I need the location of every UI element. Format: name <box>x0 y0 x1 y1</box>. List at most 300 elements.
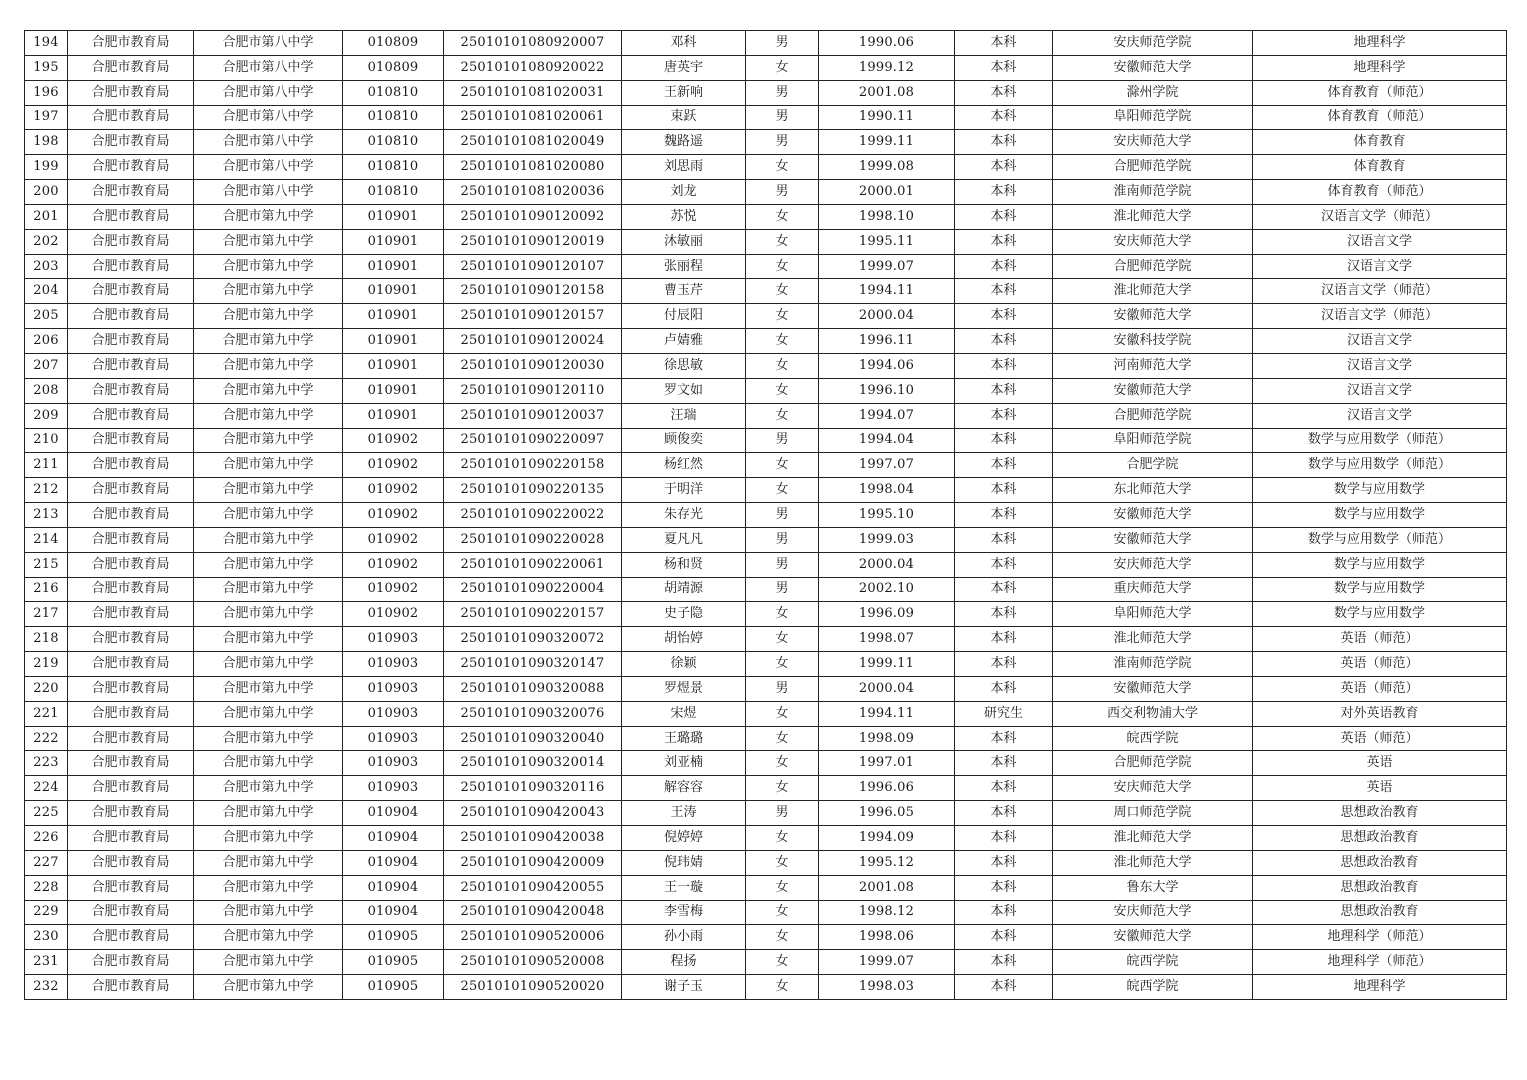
bureau-cell: 合肥市教育局 <box>68 204 194 229</box>
birth-date-cell: 2000.04 <box>819 304 955 329</box>
table-row <box>25 80 1507 105</box>
name-cell: 苏悦 <box>622 204 746 229</box>
university-cell: 滁州学院 <box>1053 80 1253 105</box>
table-row <box>25 229 1507 254</box>
row-number-cell: 220 <box>25 676 68 701</box>
bureau-cell: 合肥市教育局 <box>68 378 194 403</box>
bureau-cell: 合肥市教育局 <box>68 826 194 851</box>
row-number-cell: 214 <box>25 527 68 552</box>
name-cell: 刘思雨 <box>622 155 746 180</box>
bureau-cell: 合肥市教育局 <box>68 726 194 751</box>
birth-date-cell: 1996.09 <box>819 602 955 627</box>
school-cell: 合肥市第八中学 <box>194 180 343 205</box>
gender-cell: 女 <box>746 378 819 403</box>
school-cell: 合肥市第九中学 <box>194 552 343 577</box>
university-cell: 安庆师范大学 <box>1053 900 1253 925</box>
school-cell: 合肥市第九中学 <box>194 627 343 652</box>
post-code-cell: 010903 <box>343 726 444 751</box>
name-cell: 王一璇 <box>622 875 746 900</box>
row-number-cell: 198 <box>25 130 68 155</box>
degree-cell: 本科 <box>955 527 1053 552</box>
degree-cell: 本科 <box>955 428 1053 453</box>
birth-date-cell: 2002.10 <box>819 577 955 602</box>
name-cell: 魏路遥 <box>622 130 746 155</box>
gender-cell: 女 <box>746 776 819 801</box>
post-code-cell: 010810 <box>343 80 444 105</box>
exam-number-cell: 25010101090320014 <box>444 751 622 776</box>
row-number-cell: 206 <box>25 329 68 354</box>
major-cell: 英语（师范） <box>1253 627 1507 652</box>
birth-date-cell: 1990.11 <box>819 105 955 130</box>
name-cell: 束跃 <box>622 105 746 130</box>
post-code-cell: 010902 <box>343 527 444 552</box>
school-cell: 合肥市第九中学 <box>194 304 343 329</box>
major-cell: 思想政治教育 <box>1253 801 1507 826</box>
degree-cell: 本科 <box>955 31 1053 56</box>
degree-cell: 本科 <box>955 105 1053 130</box>
degree-cell: 本科 <box>955 850 1053 875</box>
university-cell: 淮北师范大学 <box>1053 279 1253 304</box>
degree-cell: 本科 <box>955 751 1053 776</box>
exam-number-cell: 25010101090220157 <box>444 602 622 627</box>
major-cell: 英语 <box>1253 751 1507 776</box>
exam-number-cell: 25010101090420055 <box>444 875 622 900</box>
bureau-cell: 合肥市教育局 <box>68 353 194 378</box>
table-row <box>25 353 1507 378</box>
bureau-cell: 合肥市教育局 <box>68 105 194 130</box>
gender-cell: 男 <box>746 503 819 528</box>
gender-cell: 男 <box>746 577 819 602</box>
exam-number-cell: 25010101081020049 <box>444 130 622 155</box>
table-row <box>25 577 1507 602</box>
school-cell: 合肥市第九中学 <box>194 453 343 478</box>
name-cell: 胡怡婷 <box>622 627 746 652</box>
major-cell: 体育教育 <box>1253 155 1507 180</box>
degree-cell: 本科 <box>955 676 1053 701</box>
table-row <box>25 627 1507 652</box>
exam-number-cell: 25010101090220061 <box>444 552 622 577</box>
gender-cell: 女 <box>746 204 819 229</box>
major-cell: 汉语言文学（师范） <box>1253 279 1507 304</box>
degree-cell: 本科 <box>955 155 1053 180</box>
table-row <box>25 55 1507 80</box>
university-cell: 重庆师范大学 <box>1053 577 1253 602</box>
bureau-cell: 合肥市教育局 <box>68 875 194 900</box>
university-cell: 安徽师范大学 <box>1053 503 1253 528</box>
name-cell: 谢子玉 <box>622 975 746 1000</box>
exam-number-cell: 25010101090520008 <box>444 950 622 975</box>
table-row <box>25 378 1507 403</box>
row-number-cell: 213 <box>25 503 68 528</box>
row-number-cell: 202 <box>25 229 68 254</box>
major-cell: 地理科学 <box>1253 31 1507 56</box>
table-row <box>25 676 1507 701</box>
degree-cell: 本科 <box>955 801 1053 826</box>
degree-cell: 本科 <box>955 254 1053 279</box>
degree-cell: 本科 <box>955 130 1053 155</box>
name-cell: 顾俊奕 <box>622 428 746 453</box>
school-cell: 合肥市第九中学 <box>194 776 343 801</box>
exam-number-cell: 25010101090420048 <box>444 900 622 925</box>
table-row <box>25 726 1507 751</box>
post-code-cell: 010901 <box>343 204 444 229</box>
name-cell: 刘龙 <box>622 180 746 205</box>
post-code-cell: 010904 <box>343 801 444 826</box>
major-cell: 英语（师范） <box>1253 652 1507 677</box>
school-cell: 合肥市第八中学 <box>194 55 343 80</box>
exam-number-cell: 25010101090420009 <box>444 850 622 875</box>
degree-cell: 本科 <box>955 478 1053 503</box>
birth-date-cell: 1994.11 <box>819 279 955 304</box>
post-code-cell: 010810 <box>343 155 444 180</box>
table-row <box>25 925 1507 950</box>
degree-cell: 本科 <box>955 900 1053 925</box>
name-cell: 唐英宇 <box>622 55 746 80</box>
name-cell: 王涛 <box>622 801 746 826</box>
post-code-cell: 010905 <box>343 950 444 975</box>
major-cell: 思想政治教育 <box>1253 826 1507 851</box>
birth-date-cell: 1998.07 <box>819 627 955 652</box>
university-cell: 淮北师范大学 <box>1053 204 1253 229</box>
table-row <box>25 950 1507 975</box>
gender-cell: 女 <box>746 304 819 329</box>
major-cell: 体育教育（师范） <box>1253 80 1507 105</box>
major-cell: 英语（师范） <box>1253 676 1507 701</box>
bureau-cell: 合肥市教育局 <box>68 751 194 776</box>
table-row <box>25 875 1507 900</box>
post-code-cell: 010902 <box>343 503 444 528</box>
bureau-cell: 合肥市教育局 <box>68 55 194 80</box>
row-number-cell: 211 <box>25 453 68 478</box>
bureau-cell: 合肥市教育局 <box>68 527 194 552</box>
post-code-cell: 010901 <box>343 304 444 329</box>
row-number-cell: 194 <box>25 31 68 56</box>
gender-cell: 女 <box>746 329 819 354</box>
birth-date-cell: 1999.07 <box>819 254 955 279</box>
table-row <box>25 453 1507 478</box>
candidate-table <box>24 30 1507 1000</box>
birth-date-cell: 1998.06 <box>819 925 955 950</box>
school-cell: 合肥市第九中学 <box>194 900 343 925</box>
post-code-cell: 010903 <box>343 627 444 652</box>
birth-date-cell: 1994.04 <box>819 428 955 453</box>
exam-number-cell: 25010101081020036 <box>444 180 622 205</box>
school-cell: 合肥市第八中学 <box>194 155 343 180</box>
bureau-cell: 合肥市教育局 <box>68 403 194 428</box>
gender-cell: 女 <box>746 353 819 378</box>
school-cell: 合肥市第九中学 <box>194 925 343 950</box>
name-cell: 沐敏丽 <box>622 229 746 254</box>
exam-number-cell: 25010101090320072 <box>444 627 622 652</box>
gender-cell: 女 <box>746 975 819 1000</box>
exam-number-cell: 25010101090120092 <box>444 204 622 229</box>
exam-number-cell: 25010101090120157 <box>444 304 622 329</box>
row-number-cell: 231 <box>25 950 68 975</box>
major-cell: 数学与应用数学（师范） <box>1253 527 1507 552</box>
school-cell: 合肥市第九中学 <box>194 602 343 627</box>
university-cell: 皖西学院 <box>1053 975 1253 1000</box>
university-cell: 阜阳师范学院 <box>1053 428 1253 453</box>
post-code-cell: 010901 <box>343 403 444 428</box>
table-row <box>25 279 1507 304</box>
birth-date-cell: 1999.08 <box>819 155 955 180</box>
gender-cell: 男 <box>746 428 819 453</box>
school-cell: 合肥市第八中学 <box>194 130 343 155</box>
birth-date-cell: 1996.06 <box>819 776 955 801</box>
university-cell: 周口师范学院 <box>1053 801 1253 826</box>
degree-cell: 本科 <box>955 353 1053 378</box>
bureau-cell: 合肥市教育局 <box>68 900 194 925</box>
bureau-cell: 合肥市教育局 <box>68 925 194 950</box>
candidate-roster-page <box>24 30 1506 1000</box>
bureau-cell: 合肥市教育局 <box>68 627 194 652</box>
name-cell: 王新响 <box>622 80 746 105</box>
major-cell: 数学与应用数学 <box>1253 602 1507 627</box>
university-cell: 淮北师范大学 <box>1053 826 1253 851</box>
post-code-cell: 010810 <box>343 130 444 155</box>
birth-date-cell: 2001.08 <box>819 80 955 105</box>
row-number-cell: 218 <box>25 627 68 652</box>
university-cell: 安庆师范大学 <box>1053 552 1253 577</box>
major-cell: 汉语言文学 <box>1253 329 1507 354</box>
exam-number-cell: 25010101081020031 <box>444 80 622 105</box>
bureau-cell: 合肥市教育局 <box>68 676 194 701</box>
name-cell: 孙小雨 <box>622 925 746 950</box>
birth-date-cell: 1994.07 <box>819 403 955 428</box>
row-number-cell: 227 <box>25 850 68 875</box>
degree-cell: 本科 <box>955 304 1053 329</box>
bureau-cell: 合肥市教育局 <box>68 254 194 279</box>
major-cell: 数学与应用数学（师范） <box>1253 428 1507 453</box>
major-cell: 体育教育 <box>1253 130 1507 155</box>
row-number-cell: 203 <box>25 254 68 279</box>
degree-cell: 本科 <box>955 950 1053 975</box>
exam-number-cell: 25010101081020061 <box>444 105 622 130</box>
bureau-cell: 合肥市教育局 <box>68 478 194 503</box>
row-number-cell: 219 <box>25 652 68 677</box>
degree-cell: 本科 <box>955 55 1053 80</box>
university-cell: 安徽师范大学 <box>1053 676 1253 701</box>
major-cell: 汉语言文学 <box>1253 378 1507 403</box>
school-cell: 合肥市第九中学 <box>194 676 343 701</box>
exam-number-cell: 25010101090320116 <box>444 776 622 801</box>
gender-cell: 女 <box>746 900 819 925</box>
major-cell: 汉语言文学 <box>1253 229 1507 254</box>
table-row <box>25 254 1507 279</box>
gender-cell: 女 <box>746 925 819 950</box>
gender-cell: 男 <box>746 105 819 130</box>
bureau-cell: 合肥市教育局 <box>68 155 194 180</box>
university-cell: 安徽科技学院 <box>1053 329 1253 354</box>
post-code-cell: 010902 <box>343 453 444 478</box>
post-code-cell: 010904 <box>343 900 444 925</box>
degree-cell: 本科 <box>955 204 1053 229</box>
major-cell: 对外英语教育 <box>1253 701 1507 726</box>
major-cell: 数学与应用数学 <box>1253 552 1507 577</box>
post-code-cell: 010809 <box>343 55 444 80</box>
major-cell: 地理科学 <box>1253 975 1507 1000</box>
major-cell: 数学与应用数学 <box>1253 577 1507 602</box>
university-cell: 安徽师范大学 <box>1053 527 1253 552</box>
school-cell: 合肥市第九中学 <box>194 204 343 229</box>
bureau-cell: 合肥市教育局 <box>68 31 194 56</box>
post-code-cell: 010905 <box>343 925 444 950</box>
row-number-cell: 200 <box>25 180 68 205</box>
gender-cell: 男 <box>746 180 819 205</box>
bureau-cell: 合肥市教育局 <box>68 701 194 726</box>
table-row <box>25 180 1507 205</box>
name-cell: 程扬 <box>622 950 746 975</box>
table-row <box>25 801 1507 826</box>
degree-cell: 本科 <box>955 279 1053 304</box>
row-number-cell: 225 <box>25 801 68 826</box>
table-row <box>25 975 1507 1000</box>
birth-date-cell: 1996.11 <box>819 329 955 354</box>
gender-cell: 男 <box>746 552 819 577</box>
birth-date-cell: 1999.07 <box>819 950 955 975</box>
table-row <box>25 31 1507 56</box>
birth-date-cell: 1995.10 <box>819 503 955 528</box>
birth-date-cell: 2000.04 <box>819 676 955 701</box>
name-cell: 李雪梅 <box>622 900 746 925</box>
school-cell: 合肥市第九中学 <box>194 503 343 528</box>
major-cell: 汉语言文学（师范） <box>1253 204 1507 229</box>
post-code-cell: 010903 <box>343 676 444 701</box>
post-code-cell: 010809 <box>343 31 444 56</box>
gender-cell: 女 <box>746 701 819 726</box>
bureau-cell: 合肥市教育局 <box>68 180 194 205</box>
name-cell: 刘亚楠 <box>622 751 746 776</box>
exam-number-cell: 25010101090220022 <box>444 503 622 528</box>
row-number-cell: 197 <box>25 105 68 130</box>
row-number-cell: 212 <box>25 478 68 503</box>
bureau-cell: 合肥市教育局 <box>68 950 194 975</box>
row-number-cell: 223 <box>25 751 68 776</box>
row-number-cell: 224 <box>25 776 68 801</box>
exam-number-cell: 25010101080920022 <box>444 55 622 80</box>
table-row <box>25 403 1507 428</box>
birth-date-cell: 1999.11 <box>819 652 955 677</box>
degree-cell: 本科 <box>955 180 1053 205</box>
university-cell: 淮北师范大学 <box>1053 850 1253 875</box>
gender-cell: 男 <box>746 130 819 155</box>
gender-cell: 女 <box>746 55 819 80</box>
birth-date-cell: 1990.06 <box>819 31 955 56</box>
row-number-cell: 217 <box>25 602 68 627</box>
birth-date-cell: 1994.11 <box>819 701 955 726</box>
birth-date-cell: 1995.11 <box>819 229 955 254</box>
birth-date-cell: 1998.09 <box>819 726 955 751</box>
school-cell: 合肥市第九中学 <box>194 577 343 602</box>
degree-cell: 本科 <box>955 776 1053 801</box>
table-row <box>25 155 1507 180</box>
name-cell: 汪瑞 <box>622 403 746 428</box>
row-number-cell: 216 <box>25 577 68 602</box>
post-code-cell: 010904 <box>343 826 444 851</box>
major-cell: 汉语言文学（师范） <box>1253 304 1507 329</box>
university-cell: 安徽师范大学 <box>1053 925 1253 950</box>
gender-cell: 男 <box>746 527 819 552</box>
university-cell: 东北师范大学 <box>1053 478 1253 503</box>
candidate-table-body <box>25 31 1507 1000</box>
exam-number-cell: 25010101090320147 <box>444 652 622 677</box>
exam-number-cell: 25010101090320088 <box>444 676 622 701</box>
university-cell: 淮南师范学院 <box>1053 652 1253 677</box>
school-cell: 合肥市第九中学 <box>194 254 343 279</box>
birth-date-cell: 1995.12 <box>819 850 955 875</box>
school-cell: 合肥市第九中学 <box>194 403 343 428</box>
table-row <box>25 776 1507 801</box>
university-cell: 安庆师范大学 <box>1053 229 1253 254</box>
name-cell: 罗文如 <box>622 378 746 403</box>
post-code-cell: 010903 <box>343 652 444 677</box>
bureau-cell: 合肥市教育局 <box>68 850 194 875</box>
gender-cell: 女 <box>746 403 819 428</box>
university-cell: 淮北师范大学 <box>1053 627 1253 652</box>
post-code-cell: 010901 <box>343 279 444 304</box>
major-cell: 英语（师范） <box>1253 726 1507 751</box>
degree-cell: 本科 <box>955 826 1053 851</box>
birth-date-cell: 1999.11 <box>819 130 955 155</box>
school-cell: 合肥市第八中学 <box>194 80 343 105</box>
major-cell: 数学与应用数学 <box>1253 503 1507 528</box>
gender-cell: 女 <box>746 254 819 279</box>
major-cell: 汉语言文学 <box>1253 403 1507 428</box>
bureau-cell: 合肥市教育局 <box>68 652 194 677</box>
school-cell: 合肥市第九中学 <box>194 950 343 975</box>
major-cell: 地理科学（师范） <box>1253 925 1507 950</box>
bureau-cell: 合肥市教育局 <box>68 552 194 577</box>
school-cell: 合肥市第九中学 <box>194 378 343 403</box>
gender-cell: 男 <box>746 676 819 701</box>
post-code-cell: 010902 <box>343 577 444 602</box>
table-row <box>25 329 1507 354</box>
school-cell: 合肥市第九中学 <box>194 527 343 552</box>
name-cell: 宋煜 <box>622 701 746 726</box>
row-number-cell: 196 <box>25 80 68 105</box>
exam-number-cell: 25010101090120107 <box>444 254 622 279</box>
school-cell: 合肥市第九中学 <box>194 826 343 851</box>
exam-number-cell: 25010101090220004 <box>444 577 622 602</box>
university-cell: 皖西学院 <box>1053 950 1253 975</box>
bureau-cell: 合肥市教育局 <box>68 503 194 528</box>
exam-number-cell: 25010101090520020 <box>444 975 622 1000</box>
gender-cell: 女 <box>746 229 819 254</box>
exam-number-cell: 25010101090320040 <box>444 726 622 751</box>
row-number-cell: 232 <box>25 975 68 1000</box>
bureau-cell: 合肥市教育局 <box>68 229 194 254</box>
degree-cell: 本科 <box>955 925 1053 950</box>
degree-cell: 本科 <box>955 403 1053 428</box>
degree-cell: 本科 <box>955 80 1053 105</box>
birth-date-cell: 1998.12 <box>819 900 955 925</box>
birth-date-cell: 1996.05 <box>819 801 955 826</box>
row-number-cell: 221 <box>25 701 68 726</box>
school-cell: 合肥市第九中学 <box>194 975 343 1000</box>
exam-number-cell: 25010101090120019 <box>444 229 622 254</box>
bureau-cell: 合肥市教育局 <box>68 453 194 478</box>
university-cell: 西交利物浦大学 <box>1053 701 1253 726</box>
post-code-cell: 010901 <box>343 329 444 354</box>
exam-number-cell: 25010101090420038 <box>444 826 622 851</box>
gender-cell: 女 <box>746 850 819 875</box>
school-cell: 合肥市第九中学 <box>194 801 343 826</box>
gender-cell: 女 <box>746 279 819 304</box>
exam-number-cell: 25010101081020080 <box>444 155 622 180</box>
gender-cell: 女 <box>746 602 819 627</box>
row-number-cell: 201 <box>25 204 68 229</box>
university-cell: 安徽师范大学 <box>1053 378 1253 403</box>
